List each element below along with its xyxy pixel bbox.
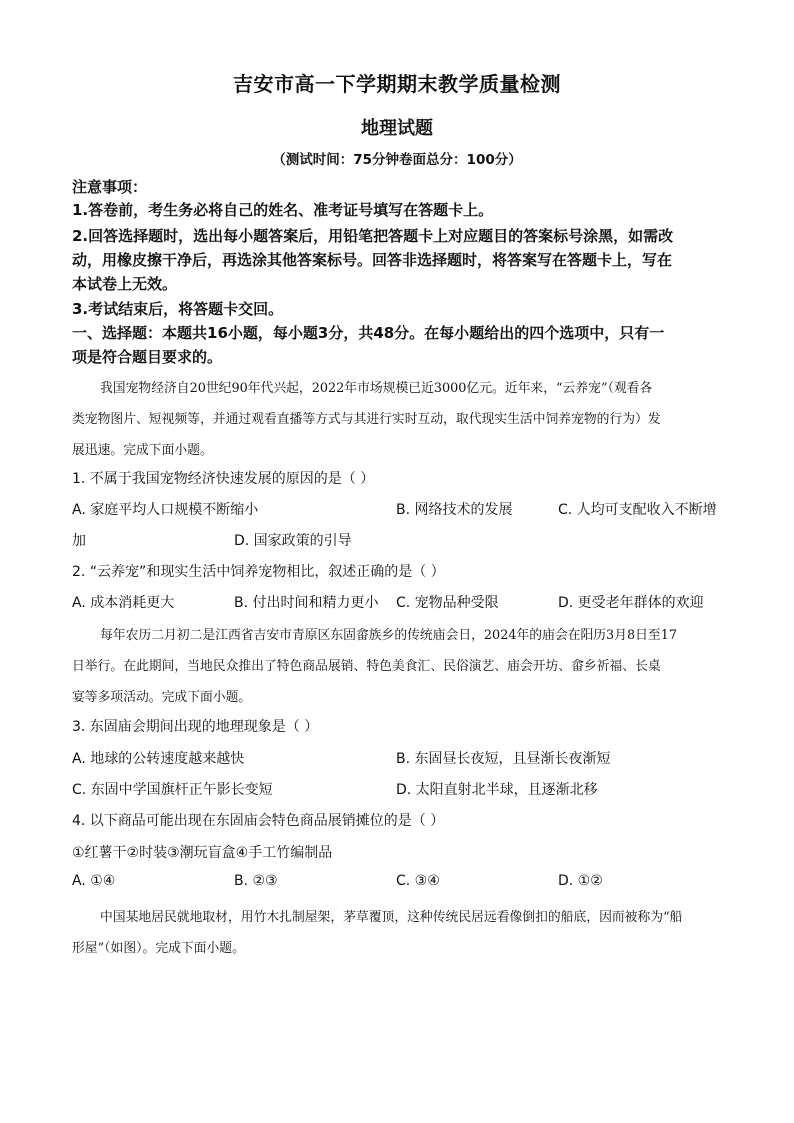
question-4-items: ①红薯干②时装③潮玩盲盒④手工竹编制品 [72,845,333,861]
notice-item-2-line-2: 动，用橡皮擦干净后，再选涂其他答案标号。回答非选择题时，将答案写在答题卡上，写在 [72,251,673,269]
passage-3-line-2: 形屋”（如图）。完成下面小题。 [72,941,245,956]
question-3-option-b: B. 东固昼长夜短，且昼渐长夜渐短 [396,751,611,767]
section-heading-line-1: 一、选择题：本题共16小题，每小题3分，共48分。在每小题给出的四个选项中，只有一 [72,324,665,342]
passage-3-line-1: 中国某地居民就地取材，用竹木扎制屋架，茅草覆顶，这种传统民居远看像倒扣的船底，因而被称为“船 [100,910,683,925]
question-2-stem: 2. “云养宠”和现实生活中饲养宠物相比，叙述正确的是（ ） [72,564,445,580]
question-1-option-c-continued: 加 [72,533,86,549]
subject-title: 地理试题 [361,118,433,139]
notice-heading: 注意事项： [72,178,148,196]
notice-item-1: 1.答卷前，考生务必将自己的姓名、准考证号填写在答题卡上。 [72,201,494,219]
question-2-option-c: C. 宠物品种受限 [396,595,499,611]
question-4-option-a: A. ①④ [72,873,116,889]
question-3-stem: 3. 东固庙会期间出现的地理现象是（ ） [72,719,319,735]
passage-1-line-3: 展迅速。完成下面小题。 [72,443,213,458]
question-1-option-a: A. 家庭平均人口规模不断缩小 [72,502,259,518]
question-4-option-c: C. ③④ [396,873,440,889]
passage-1-line-1: 我国宠物经济自20世纪90年代兴起，2022年市场规模已近3000亿元。近年来，“云养宠”（观看各 [100,381,653,396]
notice-item-2-line-3: 本试卷上无效。 [72,275,178,293]
passage-2-line-3: 宴等多项活动。完成下面小题。 [72,690,252,705]
question-1-option-b: B. 网络技术的发展 [396,502,513,518]
question-3-option-d: D. 太阳直射北半球，且逐渐北移 [396,782,598,798]
question-1-option-d: D. 国家政策的引导 [234,533,352,549]
exam-info: （测试时间：75分钟卷面总分：100分） [272,152,522,168]
passage-2-line-1: 每年农历二月初二是江西省吉安市青原区东固畲族乡的传统庙会日，2024年的庙会在阳历3月8日至17 [100,628,678,643]
question-3-option-c: C. 东固中学国旗杆正午影长变短 [72,782,273,798]
passage-1-line-2: 类宠物图片、短视频等，并通过观看直播等方式与其进行实时互动，取代现实生活中饲养宠物的行为）发 [72,412,661,427]
notice-item-2-line-1: 2.回答选择题时，选出每小题答案后，用铅笔把答题卡上对应题目的答案标号涂黑，如需改 [72,227,674,245]
section-heading-line-2: 项是符合题目要求的。 [72,348,223,366]
passage-2-line-2: 日举行。在此期间，当地民众推出了特色商品展销、特色美食汇、民俗演艺、庙会开坊、畲乡祈福、长桌 [72,659,661,674]
question-2-option-b: B. 付出时间和精力更小 [234,595,379,611]
question-4-stem: 4. 以下商品可能出现在东固庙会特色商品展销摊位的是（ ） [72,813,445,829]
question-2-option-a: A. 成本消耗更大 [72,595,175,611]
question-4-option-d: D. ①② [558,873,603,889]
exam-title: 吉安市高一下学期期末教学质量检测 [233,72,561,96]
question-4-option-b: B. ②③ [234,873,278,889]
notice-item-3: 3.考试结束后，将答题卡交回。 [72,300,284,318]
question-3-option-a: A. 地球的公转速度越来越快 [72,751,245,767]
question-1-option-c: C. 人均可支配收入不断增 [558,502,717,518]
question-2-option-d: D. 更受老年群体的欢迎 [558,595,704,611]
question-1-stem: 1. 不属于我国宠物经济快速发展的原因的是（ ） [72,471,375,487]
